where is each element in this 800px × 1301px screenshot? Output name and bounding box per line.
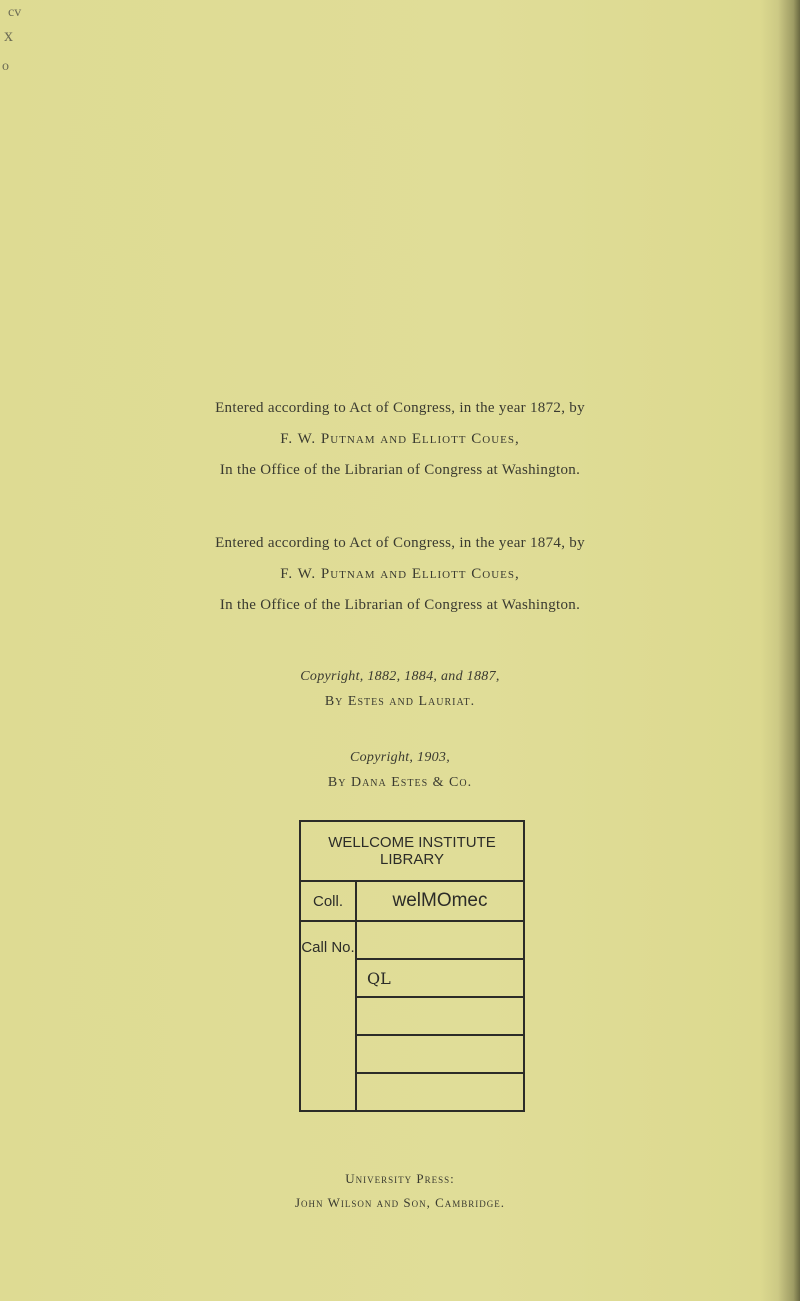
pencil-mark-2: x bbox=[4, 25, 13, 45]
printer-imprint bbox=[0, 1167, 800, 1215]
call-no-row-3 bbox=[356, 997, 524, 1035]
entry-1872-line-2: F. W. Putnam and Elliott Coues, bbox=[280, 431, 520, 447]
copyright-1903-line-2: By Dana Estes & Co. bbox=[327, 775, 473, 790]
entry-1874-line-3: In the Office of the Librarian of Congress at Washington. bbox=[219, 597, 581, 613]
copyright-estes-lauriat bbox=[0, 664, 800, 714]
imprint-line-2: John Wilson and Son, Cambridge. bbox=[295, 1195, 505, 1210]
entry-1874-line-2: F. W. Putnam and Elliott Coues, bbox=[280, 566, 520, 582]
pencil-mark-3: o bbox=[2, 59, 9, 74]
copyright-1882-line-2: By Estes and Lauriat. bbox=[324, 694, 476, 709]
call-no-row-4 bbox=[356, 1035, 524, 1073]
call-no-row-1 bbox=[356, 921, 524, 959]
coll-value: welMOmec bbox=[356, 881, 524, 921]
library-label-header: WELLCOME INSTITUTE LIBRARY bbox=[300, 821, 524, 881]
copyright-dana-estes bbox=[0, 745, 800, 795]
call-no-label: Call No. bbox=[300, 921, 356, 1111]
call-no-row-5 bbox=[356, 1073, 524, 1111]
copyright-1882-line-1: Copyright, 1882, 1884, and 1887, bbox=[300, 669, 500, 684]
coll-label: Coll. bbox=[300, 881, 356, 921]
page-edge-shadow bbox=[778, 0, 800, 1301]
copyright-entry-1874 bbox=[0, 528, 800, 621]
imprint-line-1: University Press: bbox=[345, 1171, 455, 1186]
copyright-entry-1872 bbox=[0, 393, 800, 486]
copyright-1903-line-1: Copyright, 1903, bbox=[349, 750, 451, 765]
entry-1872-line-3: In the Office of the Librarian of Congress at Washington. bbox=[219, 462, 581, 478]
call-no-value: QL bbox=[356, 959, 524, 997]
entry-1872-line-1: Entered according to Act of Congress, in the year 1872, by bbox=[215, 400, 585, 416]
entry-1874-line-1: Entered according to Act of Congress, in the year 1874, by bbox=[215, 535, 585, 551]
pencil-mark-1: cv bbox=[8, 5, 22, 20]
library-label bbox=[299, 820, 525, 1112]
